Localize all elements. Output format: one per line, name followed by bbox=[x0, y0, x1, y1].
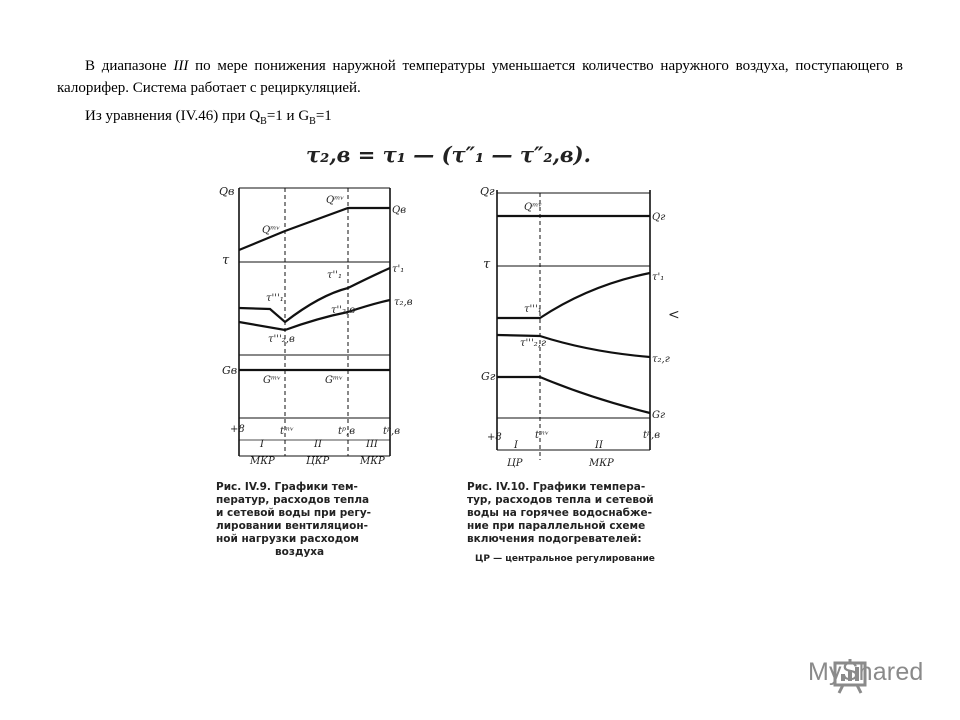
figure-label: II bbox=[595, 440, 603, 451]
figure-label: Qг bbox=[652, 212, 666, 223]
tau1-curve bbox=[239, 268, 390, 322]
figure-label: ЦР bbox=[507, 458, 523, 469]
figure-label: Qв bbox=[392, 205, 407, 216]
figure-label: τ'''₁ bbox=[524, 304, 542, 315]
figure-label: МКР bbox=[250, 456, 275, 467]
figure-label: ЦКР bbox=[306, 456, 330, 467]
figure-label: tᵖ,в bbox=[338, 426, 356, 437]
fig1-caption-line: Рис. IV.9. Графики тем- bbox=[216, 481, 358, 493]
fig1-caption-line: воздуха bbox=[275, 546, 325, 558]
figure-label: II bbox=[314, 439, 322, 450]
figure-label: tᵐᵛ bbox=[280, 426, 294, 437]
figure-label: I bbox=[514, 440, 518, 451]
tau1-curve-g bbox=[497, 273, 650, 318]
figure-label: Gг bbox=[652, 410, 666, 421]
figure-label: < bbox=[668, 307, 680, 323]
figure-label: МКР bbox=[589, 458, 614, 469]
fig1-caption-line: ной нагрузки расходом bbox=[216, 533, 359, 545]
figure-label: τ''₁ bbox=[327, 270, 343, 281]
figure-label: τ'₁ bbox=[392, 264, 405, 275]
figure-label: Gᵐᵛ bbox=[263, 375, 281, 386]
figure-label: τ bbox=[483, 257, 491, 272]
figure-label: tᵐᵛ bbox=[535, 430, 549, 441]
tau2-curve bbox=[239, 300, 390, 330]
figure-label: Qв bbox=[219, 185, 235, 198]
figure-label: Gв bbox=[222, 364, 238, 377]
fig1-caption-line: и сетевой воды при регу- bbox=[216, 507, 372, 519]
figure-iv10 bbox=[467, 185, 680, 564]
figure-label: tᵖ,в bbox=[383, 426, 401, 437]
figure-label: τ'''₁ bbox=[266, 293, 284, 304]
fig1-caption-line: ператур, расходов тепла bbox=[216, 494, 370, 506]
figure-label: Qᵐᵛ bbox=[326, 195, 345, 206]
figure-label: Qᵐᵛ bbox=[262, 225, 281, 236]
figure-iv9 bbox=[216, 185, 413, 558]
figure-label: +8 bbox=[487, 432, 502, 443]
figure-label: τ₂,в bbox=[394, 297, 413, 308]
fig1-caption-line: лировании вентиляцион- bbox=[216, 520, 368, 532]
figure-label: МКР bbox=[360, 456, 385, 467]
figure-label: III bbox=[366, 439, 378, 450]
fig2-caption-line: воды на горячее водоснабже- bbox=[467, 507, 652, 519]
figure-label: τ''₂,в bbox=[331, 305, 356, 316]
figure-label: tᵖ,в bbox=[643, 430, 661, 441]
gg-curve bbox=[497, 377, 650, 413]
formula: τ₂,в = τ₁ — (τ″₁ — τ″₂,в). bbox=[306, 142, 591, 167]
figure-label: I bbox=[260, 439, 264, 450]
figure-label: +8 bbox=[230, 424, 245, 435]
watermark-text: MyShared bbox=[808, 658, 924, 686]
figure-label: τ'₁ bbox=[652, 272, 665, 283]
figure-label: τ'''₂,в bbox=[268, 334, 295, 345]
figure-label: τ bbox=[222, 253, 230, 268]
fig2-caption-line: ние при параллельной схеме bbox=[467, 520, 646, 532]
fig2-caption-line: ЦР — центральное регулирование bbox=[475, 554, 655, 564]
figure-label: τ₂,г bbox=[652, 354, 670, 365]
figure-label: Gг bbox=[481, 370, 496, 383]
figure-label: Gᵐᵛ bbox=[325, 375, 343, 386]
paragraph-equation-ref: Из уравнения (IV.46) при $Q_В=1$ и $G_В=1$ bbox=[85, 108, 332, 127]
figure-label: Qᵐᵛ bbox=[524, 202, 543, 213]
figure-label: Qг bbox=[480, 185, 495, 198]
figure-label: τ'''₂,г bbox=[520, 338, 547, 349]
fig2-caption-line: Рис. IV.10. Графики темпера- bbox=[467, 481, 646, 493]
paragraph-range-iii: В диапазоне III по мере понижения наружной температуры уменьшается количество наружного воздуха, поступающего в калорифер. Система работает с рециркуляцией. bbox=[57, 58, 903, 96]
fig2-caption-line: тур, расходов тепла и сетевой bbox=[467, 494, 654, 506]
fig2-caption-line: включения подогревателей: bbox=[467, 533, 642, 545]
